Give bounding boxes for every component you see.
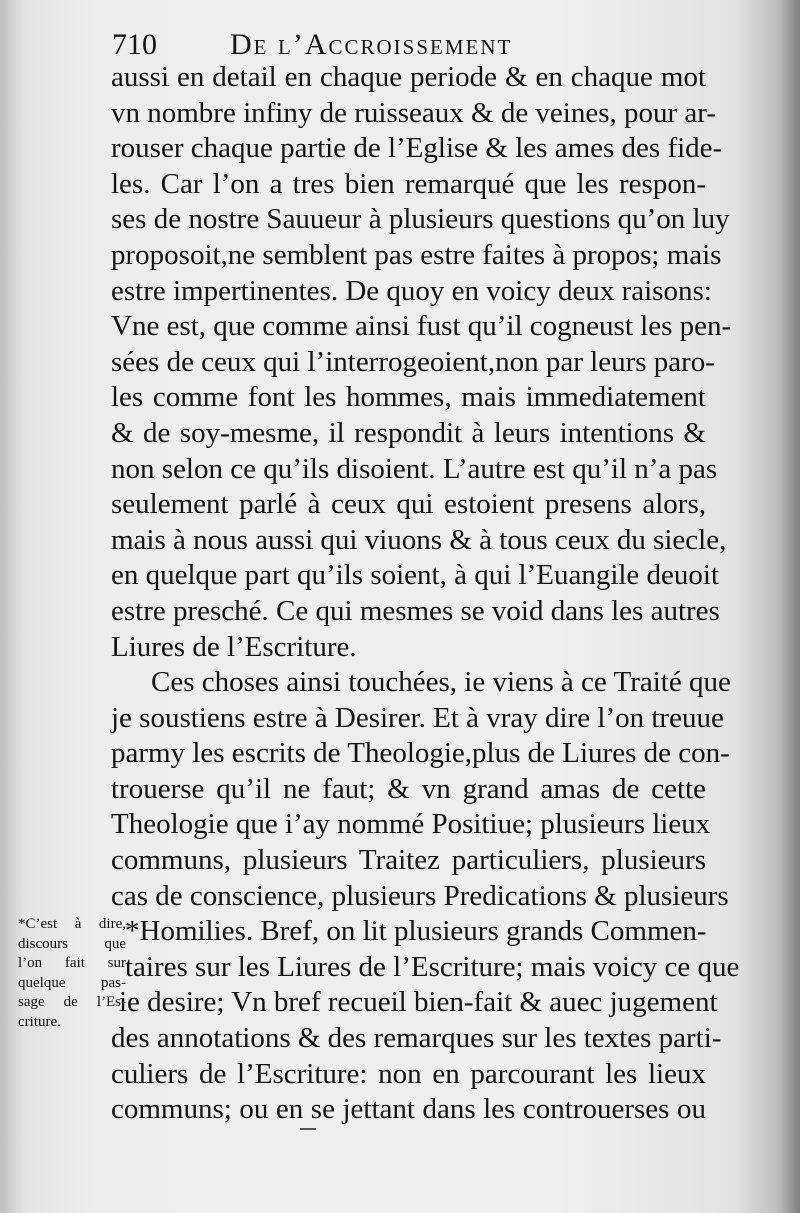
page-number: 710: [112, 28, 157, 61]
text-line: sées de ceux qui l’interrogeoient,non par leurs paro-: [111, 345, 715, 378]
text-line: estre presché. Ce qui mesmes se void dans les autres: [111, 594, 720, 627]
margin-note-line: criture.: [18, 1013, 61, 1030]
text-line: des annotations & des remarques sur les textes parti-: [111, 1022, 722, 1055]
text-line: cas de conscience, plusieurs Predications & plusieurs: [111, 879, 729, 912]
bottom-ink-mark: [300, 1128, 316, 1130]
text-line: proposoit,ne semblent pas estre faites à propos; mais: [111, 238, 722, 271]
margin-note: [18, 915, 126, 1032]
text-line: culiers de l’Escriture: non en parcourant les lieux: [111, 1057, 706, 1090]
text-line: rouser chaque partie de l’Eglise & les ames des fide-: [111, 132, 723, 165]
margin-note-line: *C’est à dire,: [18, 916, 126, 932]
text-line: trouerse qu’il ne faut; & vn grand amas de cette: [111, 772, 706, 805]
paragraph-start-line: Ces choses ainsi touchées, ie viens à ce Traité que: [151, 666, 731, 699]
text-line: les comme font les hommes, mais immediatement: [111, 381, 706, 414]
margin-note-line: l’on fait sur: [18, 955, 126, 971]
text-line: seulement parlé à ceux qui estoient presens alors,: [111, 488, 706, 521]
text-line: en quelque part qu’ils soient, à qui l’Euangile deuoit: [111, 559, 720, 592]
text-line: Liures de l’Escriture.: [111, 630, 357, 663]
text-line: parmy les escrits de Theologie,plus de Liures de con-: [111, 737, 730, 770]
text-line: estre impertinentes. De quoy en voicy deux raisons:: [111, 274, 712, 307]
text-line: communs, plusieurs Traitez particuliers, plusieurs: [111, 844, 706, 877]
text-line: taires sur les Liures de l’Escriture; mais voicy ce que: [125, 950, 740, 983]
text-line: mais à nous aussi qui viuons & à tous ceux du siecle,: [111, 523, 727, 556]
text-line: Theologie que i’ay nommé Positiue; plusieurs lieux: [111, 808, 711, 841]
text-line: communs; ou en se jettant dans les controuerses ou: [111, 1093, 706, 1126]
text-line: vn nombre infiny de ruisseaux & de veines, pour ar-: [111, 96, 717, 129]
text-line: je soustiens estre à Desirer. Et à vray dire l’on treuue: [111, 701, 724, 734]
margin-note-line: discours que: [18, 935, 126, 952]
margin-note-line: quelque pas-: [18, 974, 126, 991]
text-line: Vne est, que comme ainsi fust qu’il cogneust les pen-: [111, 310, 732, 343]
text-line: ie desire; Vn bref recueil bien-fait & auec jugement: [119, 986, 718, 1019]
text-line: ses de nostre Sauueur à plusieurs questions qu’on luy: [111, 203, 730, 236]
page-gutter-shadow: [778, 0, 800, 1213]
margin-note-line: sage de l’Es-: [18, 994, 126, 1010]
text-line-with-note-mark: *Homilies. Bref, on lit plusieurs grands Commen-: [125, 915, 707, 948]
text-line: non selon ce qu’ils disoient. L’autre est qu’il n’a pas: [111, 452, 718, 485]
text-line: & de soy-mesme, il respondit à leurs intentions &: [111, 416, 706, 449]
running-head: De l’Accroissement: [230, 28, 513, 61]
text-line: aussi en detail en chaque periode & en chaque mot: [111, 61, 706, 93]
text-line: les. Car l’on a tres bien remarqué que les respon-: [111, 167, 706, 200]
main-text-block: [111, 60, 740, 1128]
